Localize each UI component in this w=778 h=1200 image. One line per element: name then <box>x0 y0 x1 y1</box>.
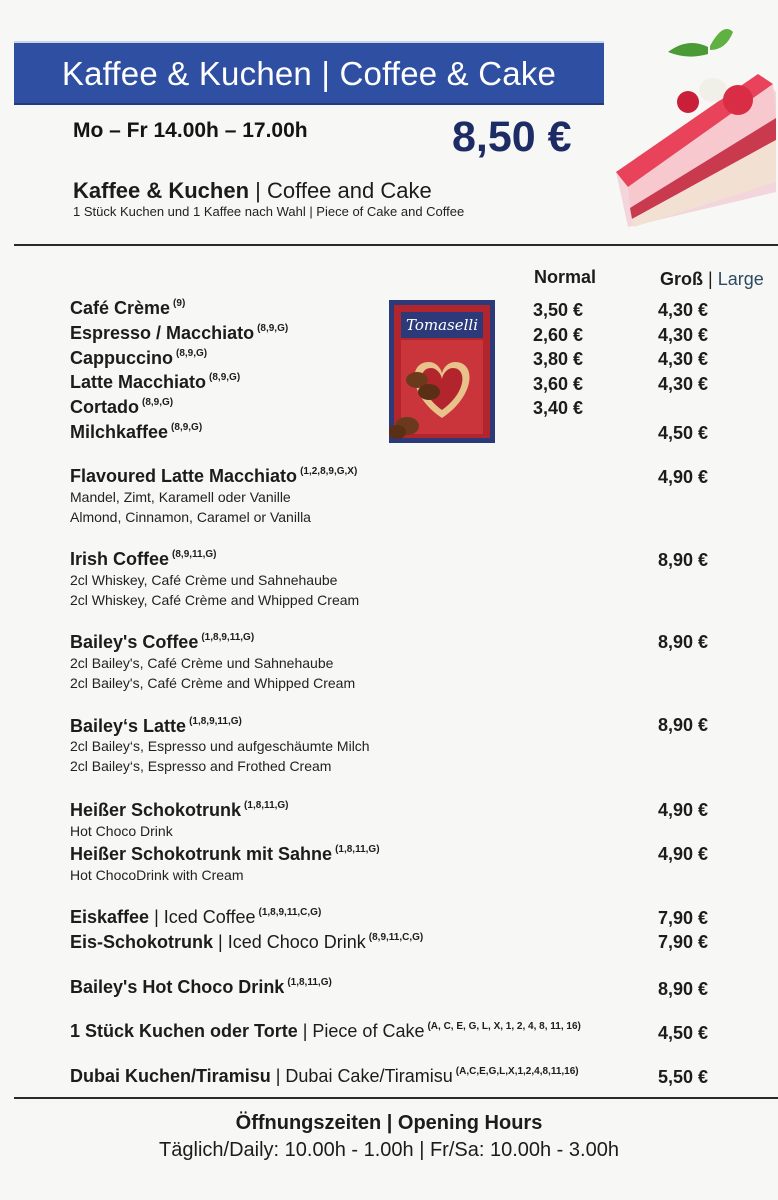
offer-title-de: Kaffee & Kuchen <box>73 178 250 203</box>
menu-item-cafe-creme <box>70 298 185 319</box>
allergen-codes: (8,9,G) <box>176 348 208 359</box>
item-description-en: 2cl Bailey's, Café Crème and Whipped Cream <box>70 675 356 691</box>
item-price: 7,90 € <box>658 908 709 928</box>
item-description-de: 2cl Bailey‘s, Espresso und aufgeschäumte Milch <box>70 738 370 754</box>
item-name: Espresso / Macchiato <box>70 323 255 343</box>
item-price: 5,50 € <box>658 1067 709 1087</box>
item-name-en: Iced Coffee <box>163 907 256 927</box>
item-name: Flavoured Latte Macchiato <box>70 466 298 486</box>
item-name: Latte Macchiato <box>70 372 207 392</box>
item-description-de: 2cl Bailey's, Café Crème und Sahnehaube <box>70 655 334 671</box>
item-description-en: 2cl Bailey‘s, Espresso and Frothed Cream <box>70 758 332 774</box>
item-name: Eiskaffee <box>70 907 150 927</box>
opening-hours-text: Täglich/Daily: 10.00h - 1.00h | Fr/Sa: 10.00h - 3.00h <box>159 1139 619 1161</box>
allergen-codes: (1,8,11,G) <box>244 800 289 811</box>
item-price: 8,90 € <box>658 632 709 652</box>
cake-offer-price: 8,50 € <box>452 113 572 161</box>
menu-item-espresso-macchiato <box>70 323 288 344</box>
item-name: Bailey's Coffee <box>70 632 199 652</box>
item-description-de: 2cl Whiskey, Café Crème und Sahnehaube <box>70 572 338 588</box>
allergen-codes: (8,9,11,C,G) <box>368 932 424 943</box>
menu-item-cappuccino <box>70 348 207 369</box>
price-normal: 3,40 € <box>533 398 584 418</box>
column-header-normal: Normal <box>534 267 597 287</box>
item-name: Irish Coffee <box>70 549 170 569</box>
price-normal: 2,60 € <box>533 325 584 345</box>
price-large: 4,30 € <box>658 349 709 369</box>
menu-item-milchkaffee <box>70 422 202 443</box>
allergen-codes: (A, C, E, G, L, X, 1, 2, 4, 8, 11, 16) <box>427 1021 581 1032</box>
item-name: Cortado <box>70 397 139 417</box>
allergen-codes: (8,9,G) <box>142 397 174 408</box>
menu-item-flavoured-latte <box>70 466 357 487</box>
price-large: 4,30 € <box>658 325 709 345</box>
item-name: Milchkaffee <box>70 422 169 442</box>
column-header-large-de: Groß <box>660 269 703 289</box>
menu-item-latte-macchiato <box>70 372 240 393</box>
item-description-en: Almond, Cinnamon, Caramel or Vanilla <box>70 509 311 525</box>
menu-item-eis-schokotrunk <box>70 932 423 953</box>
allergen-codes: (A,C,E,G,L,X,1,2,4,8,11,16) <box>455 1066 579 1077</box>
offer-title-separator: | <box>249 178 267 203</box>
item-name: Dubai Kuchen/Tiramisu <box>70 1066 271 1086</box>
header-banner <box>14 41 604 105</box>
item-name: Bailey's Hot Choco Drink <box>70 977 285 997</box>
item-description-en: 2cl Whiskey, Café Crème and Whipped Cream <box>70 592 360 608</box>
menu-item-baileys-latte <box>70 716 242 737</box>
item-name-separator: | <box>270 1066 286 1086</box>
item-name: 1 Stück Kuchen oder Torte <box>70 1021 298 1041</box>
allergen-codes: (8,9,G) <box>257 323 289 334</box>
item-name: Cappuccino <box>70 348 174 368</box>
offer-title-en: Coffee and Cake <box>267 178 432 203</box>
divider-bottom <box>14 1097 778 1099</box>
allergen-codes: (8,9,G) <box>209 372 241 383</box>
menu-item-dubai-cake <box>70 1066 579 1087</box>
menu-item-cake <box>70 1021 581 1042</box>
item-name: Bailey‘s Latte <box>70 716 187 736</box>
item-description-en: Hot ChocoDrink with Cream <box>70 867 244 883</box>
price-normal: 3,60 € <box>533 374 584 394</box>
logo-text: Tomaselli <box>405 316 479 334</box>
allergen-codes: (1,8,9,11,C,G) <box>258 907 322 918</box>
allergen-codes: (8,9,G) <box>171 422 203 433</box>
column-header-large <box>660 269 764 290</box>
banner-title: Kaffee & Kuchen | Coffee & Cake <box>61 55 557 92</box>
item-name: Eis-Schokotrunk <box>70 932 214 952</box>
item-name-separator: | <box>213 932 228 952</box>
cake-offer-hours: Mo – Fr 14.00h – 17.00h <box>73 119 308 142</box>
item-price: 8,90 € <box>658 715 709 735</box>
price-normal: 3,50 € <box>533 300 584 320</box>
opening-hours-title: Öffnungszeiten | Opening Hours <box>235 1112 543 1134</box>
price-large: 4,50 € <box>658 423 709 443</box>
cake-slice-image <box>608 22 778 227</box>
item-price: 8,90 € <box>658 550 709 570</box>
price-large: 4,30 € <box>658 374 709 394</box>
item-name-en: Iced Choco Drink <box>227 932 366 952</box>
allergen-codes: (1,8,9,11,G) <box>189 716 242 727</box>
allergen-codes: (1,8,11,G) <box>335 844 380 855</box>
allergen-codes: (1,8,9,11,G) <box>201 632 255 643</box>
menu-item-cortado <box>70 397 173 418</box>
menu-item-eiskaffee <box>70 907 321 928</box>
item-description-en: Hot Choco Drink <box>70 823 173 839</box>
item-name: Heißer Schokotrunk mit Sahne <box>70 844 333 864</box>
price-normal: 3,80 € <box>533 349 584 369</box>
column-header-separator: | <box>703 269 718 289</box>
item-price: 4,90 € <box>658 800 709 820</box>
menu-item-irish-coffee <box>70 549 217 570</box>
item-name-separator: | <box>149 907 164 927</box>
item-price: 4,90 € <box>658 844 709 864</box>
menu-item-baileys-hot-choco <box>70 977 332 998</box>
item-price: 7,90 € <box>658 932 709 952</box>
item-name-en: Piece of Cake <box>312 1021 425 1041</box>
price-large: 4,30 € <box>658 300 709 320</box>
cake-offer-description: 1 Stück Kuchen und 1 Kaffee nach Wahl | Piece of Cake and Coffee <box>73 204 465 219</box>
item-name: Heißer Schokotrunk <box>70 800 242 820</box>
allergen-codes: (1,2,8,9,G,X) <box>300 466 358 477</box>
cake-offer-title <box>73 178 432 204</box>
menu-item-hot-choco <box>70 800 289 821</box>
divider-top <box>14 244 778 246</box>
item-name-separator: | <box>297 1021 313 1041</box>
item-description-de: Mandel, Zimt, Karamell oder Vanille <box>70 489 291 505</box>
allergen-codes: (8,9,11,G) <box>172 549 217 560</box>
allergen-codes: (9) <box>173 298 186 309</box>
item-name: Café Crème <box>70 298 171 318</box>
column-header-large-en: Large <box>717 269 764 289</box>
tomaselli-logo <box>389 300 495 443</box>
item-price: 4,90 € <box>658 467 709 487</box>
allergen-codes: (1,8,11,G) <box>287 977 332 988</box>
item-price: 8,90 € <box>658 979 709 999</box>
menu-item-baileys-coffee <box>70 632 254 653</box>
item-price: 4,50 € <box>658 1023 709 1043</box>
item-name-en: Dubai Cake/Tiramisu <box>285 1066 453 1086</box>
menu-item-hot-choco-cream <box>70 844 380 865</box>
